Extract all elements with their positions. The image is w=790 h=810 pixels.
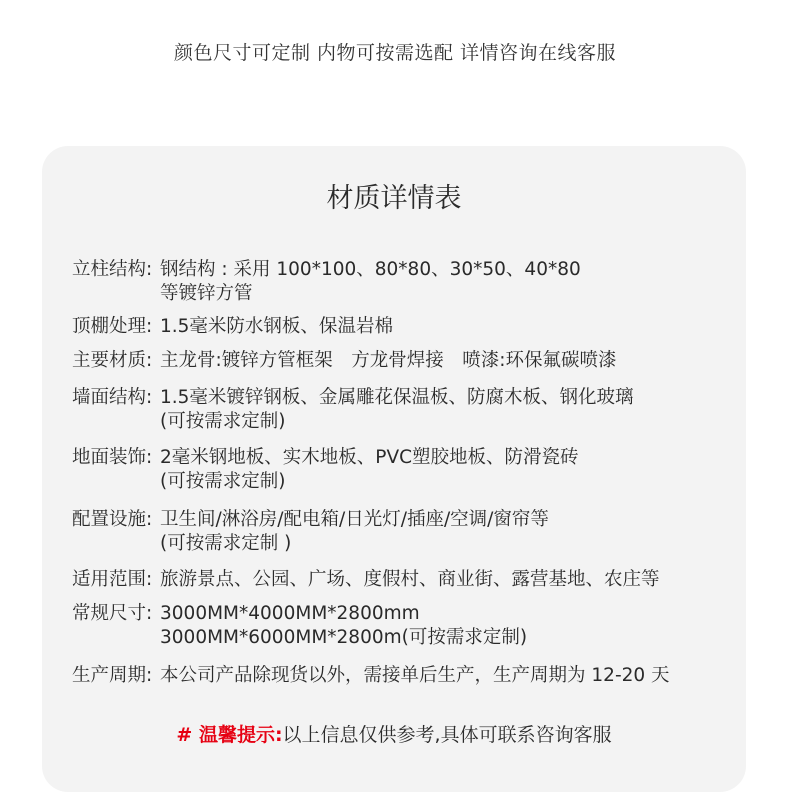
spec-value <box>160 568 732 592</box>
spec-colon: : <box>146 316 153 337</box>
spec-label: 立柱结构 <box>72 259 147 280</box>
spec-row-column-structure <box>72 258 732 306</box>
spec-value <box>160 664 732 688</box>
spec-value <box>160 258 732 306</box>
card-title: 材质详情表 <box>326 183 462 214</box>
spec-value-line: (可按需求定制 ) <box>160 533 292 554</box>
spec-row-roof-treatment <box>72 315 732 339</box>
spec-value <box>160 315 732 339</box>
spec-value <box>160 602 732 650</box>
top-banner: 颜色尺寸可定制 内物可按需选配 详情咨询在线客服 <box>173 42 617 64</box>
spec-colon: : <box>146 447 153 468</box>
spec-colon: : <box>146 603 153 624</box>
spec-row-wall-structure <box>72 386 732 434</box>
spec-colon: : <box>146 509 153 530</box>
spec-label: 顶棚处理 <box>72 316 147 337</box>
spec-label: 生产周期 <box>72 665 147 686</box>
spec-colon: : <box>146 665 153 686</box>
warm-tip-prefix: # 温馨提示: <box>176 724 283 746</box>
spec-colon: : <box>146 387 153 408</box>
spec-value-line: 钢结构 : 采用 100*100、80*80、30*50、40*80 <box>160 259 581 280</box>
spec-value-line: 1.5毫米防水钢板、保温岩棉 <box>160 316 393 337</box>
spec-value-line: 3000MM*6000MM*2800m(可按需求定制) <box>160 627 528 648</box>
spec-value-line: 本公司产品除现货以外，需接单后生产，生产周期为 12-20 天 <box>160 665 670 686</box>
spec-label: 常规尺寸 <box>72 603 147 624</box>
spec-value <box>160 386 732 434</box>
spec-label: 适用范围 <box>72 569 147 590</box>
spec-label: 墙面结构 <box>72 387 147 408</box>
material-details-card <box>42 146 746 792</box>
spec-row-application-scope <box>72 568 732 592</box>
spec-label: 主要材质 <box>72 350 147 371</box>
spec-colon: : <box>146 350 153 371</box>
spec-value-line: 主龙骨:镀锌方管框架 方龙骨焊接 喷漆:环保氟碳喷漆 <box>160 350 617 371</box>
spec-row-production-cycle <box>72 664 732 688</box>
spec-colon: : <box>146 259 153 280</box>
spec-value <box>160 508 732 556</box>
spec-value-line: (可按需求定制) <box>160 471 286 492</box>
spec-value-line: 卫生间/淋浴房/配电箱/日光灯/插座/空调/窗帘等 <box>160 509 549 530</box>
spec-value-line: 1.5毫米镀锌钢板、金属雕花保温板、防腐木板、钢化玻璃 <box>160 387 634 408</box>
spec-value-line: 旅游景点、公园、广场、度假村、商业街、露营基地、农庄等 <box>160 569 660 590</box>
spec-label: 配置设施 <box>72 509 147 530</box>
spec-value-line: 3000MM*4000MM*2800mm <box>160 603 420 624</box>
warm-tip <box>42 720 746 747</box>
warm-tip-text: 以上信息仅供参考,具体可联系咨询客服 <box>282 724 612 746</box>
spec-value-line: 等镀锌方管 <box>160 283 253 304</box>
spec-row-standard-size <box>72 602 732 650</box>
spec-row-facilities <box>72 508 732 556</box>
spec-row-floor-decoration <box>72 446 732 494</box>
spec-value <box>160 349 732 373</box>
spec-value-line: (可按需求定制) <box>160 411 286 432</box>
spec-label: 地面装饰 <box>72 447 147 468</box>
spec-colon: : <box>146 569 153 590</box>
spec-row-main-material <box>72 349 732 373</box>
spec-value <box>160 446 732 494</box>
spec-value-line: 2毫米钢地板、实木地板、PVC塑胶地板、防滑瓷砖 <box>160 447 579 468</box>
